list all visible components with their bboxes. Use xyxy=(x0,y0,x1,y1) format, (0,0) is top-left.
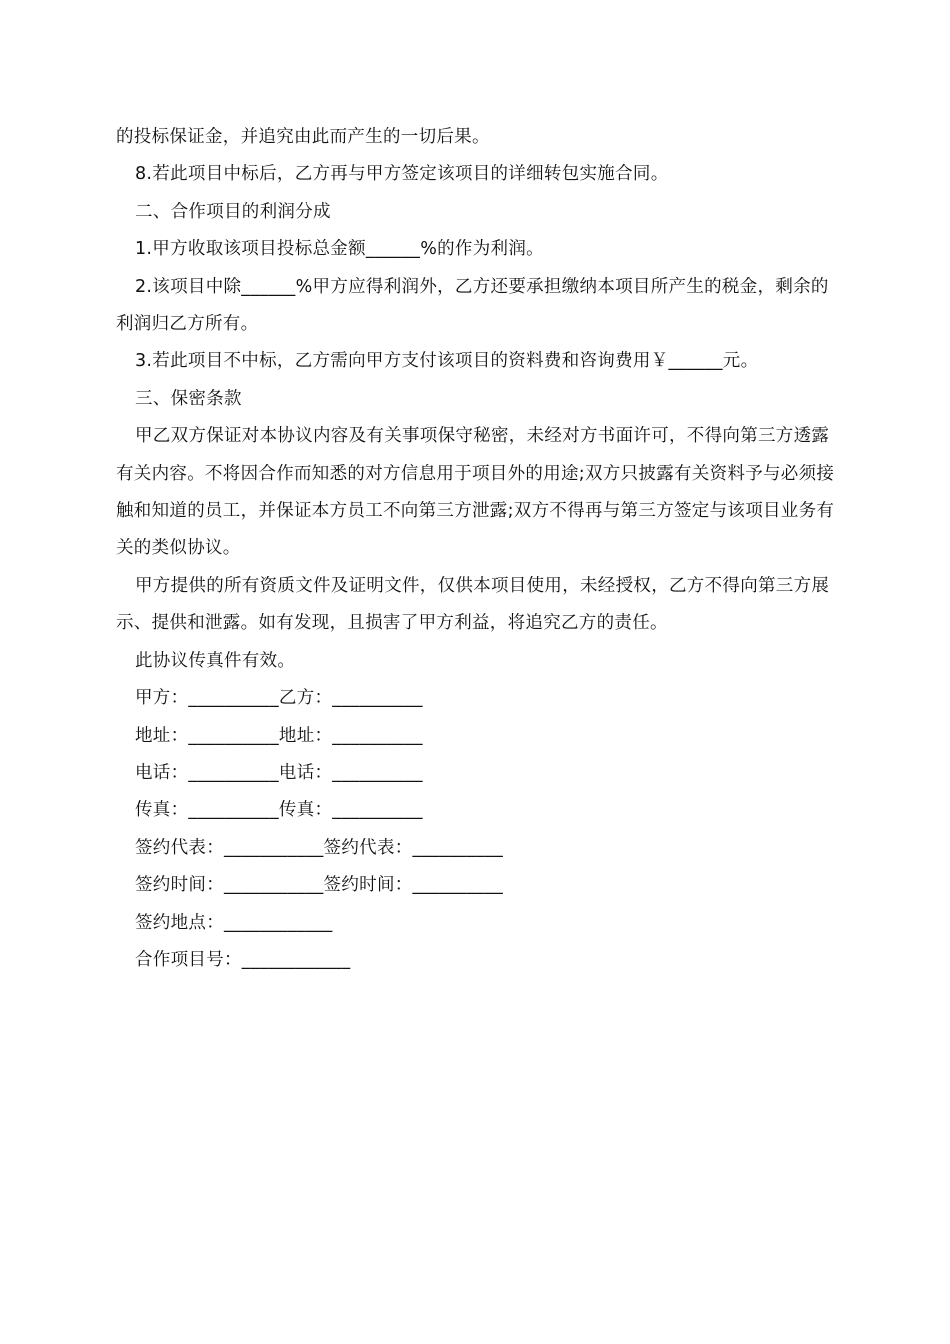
fax-validity-statement: 此协议传真件有效。 xyxy=(135,650,296,671)
clause-3-consulting-fee: 3.若此项目不中标，乙方需向甲方支付该项目的资料费和咨询费用￥______元。 xyxy=(135,351,759,372)
signature-place-line: 签约地点：____________ xyxy=(135,912,333,933)
confidentiality-paragraph-1: 甲乙双方保证对本协议内容及有关事项保守秘密，未经对方书面许可，不得向第三方透露有关内容。不将因合作而知悉的对方信息用于项目外的用途;双方只披露有关资料予与必须接触和知道的员工，并保证本方员工不向第三方泄露;双方不得再与第三方签定与该项目业务有关的类似协议。 xyxy=(116,426,835,559)
confidentiality-paragraph-2: 甲方提供的所有资质文件及证明文件，仅供本项目使用，未经授权，乙方不得向第三方展示、提供和泄露。如有发现，且损害了甲方利益，将追究乙方的责任。 xyxy=(116,575,830,634)
signature-phone-line: 电话：__________电话：__________ xyxy=(135,762,423,783)
signature-party-line: 甲方：__________乙方：__________ xyxy=(135,688,423,709)
signature-address-line: 地址：__________地址：__________ xyxy=(135,725,423,746)
section-heading-profit-sharing: 二、合作项目的利润分成 xyxy=(135,201,331,222)
clause-8-subcontract: 8.若此项目中标后，乙方再与甲方签定该项目的详细转包实施合同。 xyxy=(135,164,669,185)
signature-date-line: 签约时间：___________签约时间：__________ xyxy=(135,875,504,896)
clause-1-profit-percent: 1.甲方收取该项目投标总金额______%的作为利润。 xyxy=(135,239,544,260)
document-body xyxy=(116,119,836,979)
signature-fax-line: 传真：__________传真：__________ xyxy=(135,800,423,821)
clause-2-tax-and-remaining-profit: 2.该项目中除______%甲方应得利润外，乙方还要承担缴纳本项目所产生的税金，剩余的利润归乙方所有。 xyxy=(116,276,829,335)
signature-representative-line: 签约代表：___________签约代表：__________ xyxy=(135,837,504,858)
paragraph-bid-deposit-continuation: 的投标保证金，并追究由此而产生的一切后果。 xyxy=(116,127,490,147)
section-heading-confidentiality: 三、保密条款 xyxy=(135,388,242,409)
project-number-line: 合作项目号：____________ xyxy=(135,949,351,970)
